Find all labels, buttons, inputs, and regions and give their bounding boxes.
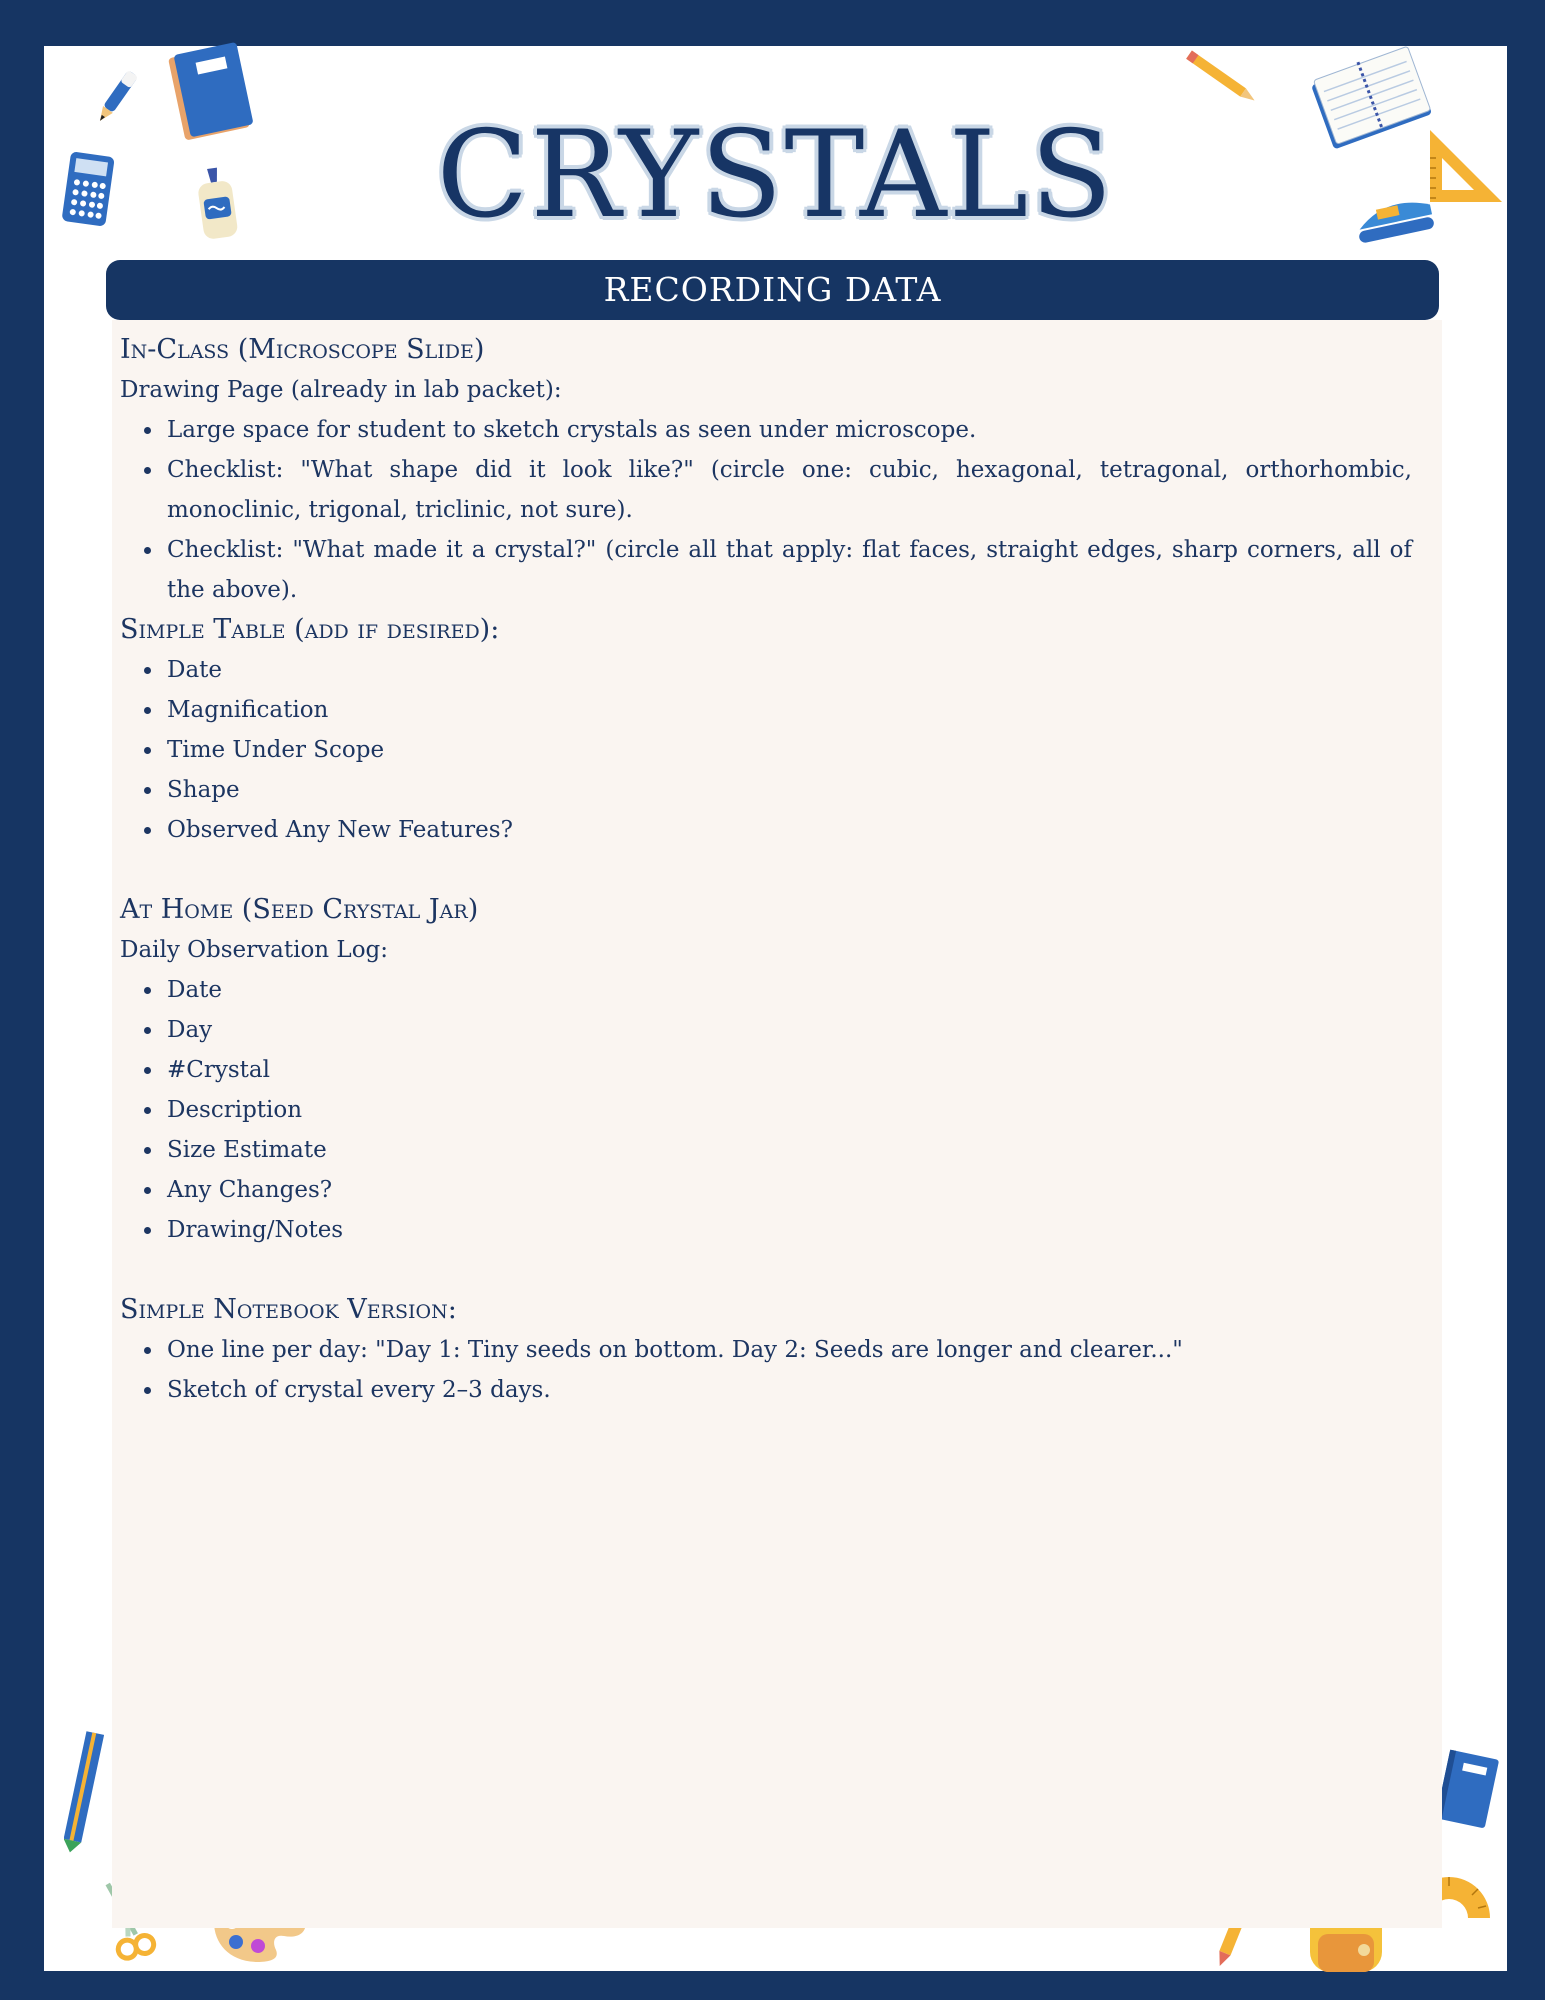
page-title: CRYSTALS xyxy=(436,106,1115,245)
list-item: Checklist: "What shape did it look like?" (circle one: cubic, hexagonal, tetragonal, orthorhombic, monoclinic, trigonal, triclinic, not sure). xyxy=(120,450,1412,530)
list-item: Size Estimate xyxy=(120,1130,1412,1170)
daily-log-label: Daily Observation Log: xyxy=(120,937,389,963)
list-item: Day xyxy=(120,1010,1412,1050)
book-icon xyxy=(1434,1746,1500,1836)
simple-table-list xyxy=(120,650,1412,850)
simple-table-heading: Simple Table (add if desired): xyxy=(120,614,500,645)
content-panel xyxy=(112,320,1442,1928)
list-item: Sketch of crystal every 2–3 days. xyxy=(120,1370,1412,1410)
at-home-heading: At Home (Seed Crystal Jar) xyxy=(120,894,479,925)
list-item: Date xyxy=(120,970,1412,1010)
list-item: Shape xyxy=(120,770,1412,810)
list-item: Date xyxy=(120,650,1412,690)
page xyxy=(44,46,1507,1971)
pencil-icon xyxy=(64,1726,104,1856)
drawing-page-label: Drawing Page (already in lab packet): xyxy=(120,377,562,403)
list-item: Time Under Scope xyxy=(120,730,1412,770)
in-class-list xyxy=(120,410,1412,610)
notebook-heading: Simple Notebook Version: xyxy=(120,1294,457,1325)
at-home-list xyxy=(120,970,1412,1250)
list-item: Observed Any New Features? xyxy=(120,810,1412,850)
list-item: #Crystal xyxy=(120,1050,1412,1090)
pencil-icon xyxy=(1176,42,1266,112)
in-class-heading: In-Class (Microscope Slide) xyxy=(120,334,485,365)
list-item: Checklist: "What made it a crystal?" (circle all that apply: flat faces, straight edges, sharp corners, all of the above). xyxy=(120,530,1412,610)
list-item: Drawing/Notes xyxy=(120,1210,1412,1250)
notebook-list xyxy=(120,1330,1412,1410)
list-item: Any Changes? xyxy=(120,1170,1412,1210)
section-banner: RECORDING DATA xyxy=(106,260,1439,320)
list-item: Magnification xyxy=(120,690,1412,730)
list-item: Description xyxy=(120,1090,1412,1130)
list-item: One line per day: "Day 1: Tiny seeds on bottom. Day 2: Seeds are longer and clearer..." xyxy=(120,1330,1412,1370)
list-item: Large space for student to sketch crystals as seen under microscope. xyxy=(120,410,1412,450)
